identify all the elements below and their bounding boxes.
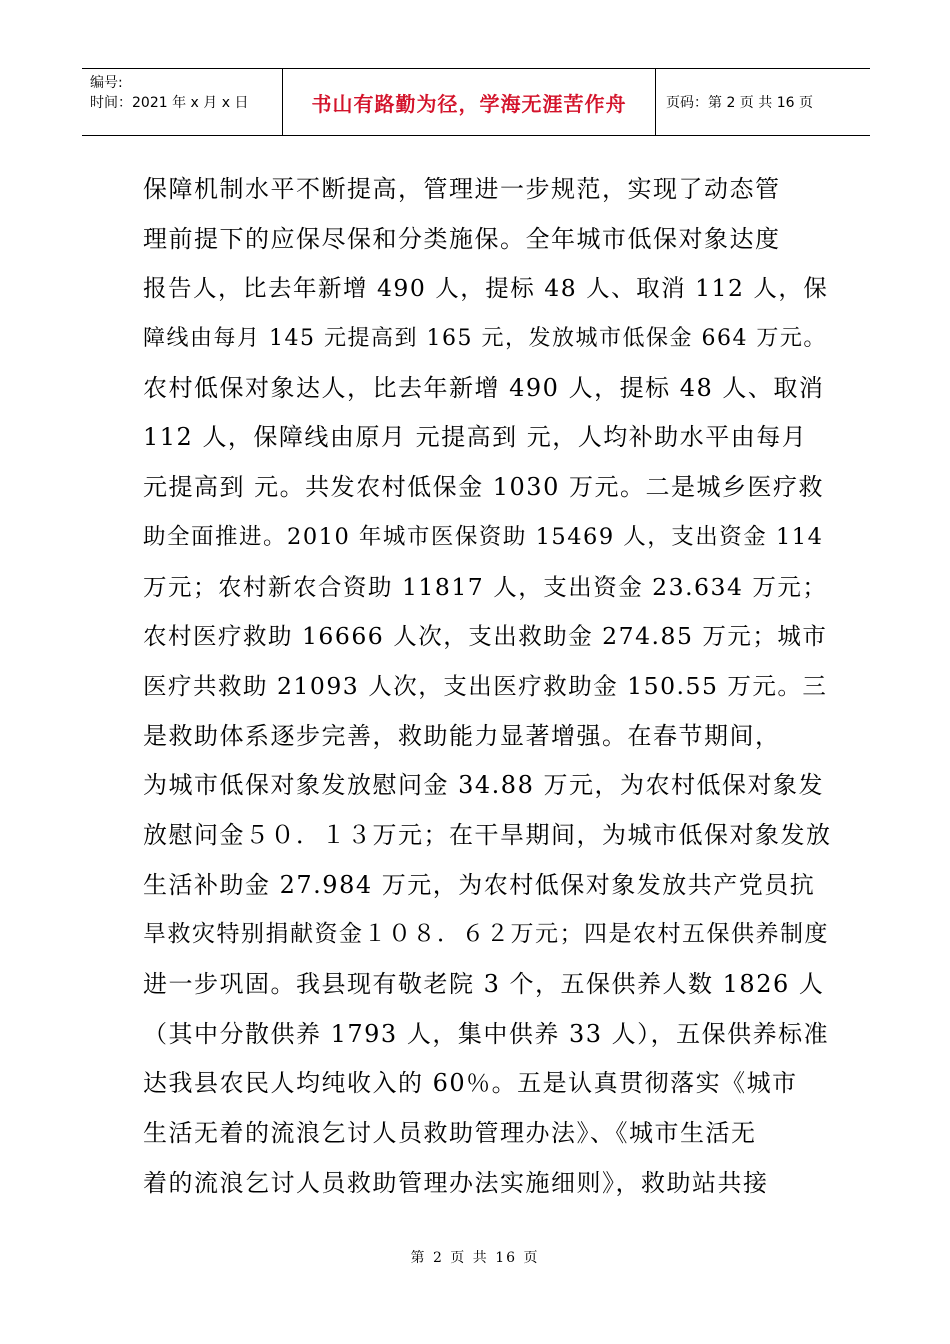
body-line: 为城市低保对象发放慰问金 34.88 万元，为农村低保对象发 — [143, 771, 824, 800]
document-number-label: 编号: — [90, 75, 123, 91]
header-motto-cell — [283, 69, 656, 135]
page-header — [82, 68, 870, 136]
body-line: 着的流浪乞讨人员救助管理办法实施细则》，救助站共接 — [143, 1168, 769, 1197]
body-line: 生活无着的流浪乞讨人员救助管理办法》、《城市生活无 — [143, 1119, 757, 1148]
body-line: 元提高到 元。共发农村低保金 1030 万元。二是城乡医疗救 — [143, 473, 824, 502]
body-line: 理前提下的应保尽保和分类施保。全年城市低保对象达度 — [143, 224, 781, 253]
body-line: 旱救灾特别捐献资金１０８．６２万元；四是农村五保供养制度 — [143, 921, 829, 948]
body-line: 万元；农村新农合资助 11817 人，支出资金 23.634 万元； — [143, 572, 828, 601]
body-line: 医疗共救助 21093 人次，支出医疗救助金 150.55 万元。三 — [143, 671, 828, 700]
body-line: 进一步巩固。我县现有敬老院 3 个，五保供养人数 1826 人 — [143, 970, 825, 998]
header-page-info: 页码：第 2 页 共 16 页 — [666, 95, 813, 111]
body-line: （其中分散供养 1793 人，集中供养 33 人），五保供养标准 — [143, 1019, 830, 1048]
page-footer: 第 2 页 共 16 页 — [410, 1250, 540, 1266]
header-meta — [82, 69, 283, 135]
body-line: 农村医疗救助 16666 人次，支出救助金 274.85 万元；城市 — [143, 622, 828, 651]
body-line: 保障机制水平不断提高，管理进一步规范，实现了动态管 — [143, 175, 781, 203]
body-line: 障线由每月 145 元提高到 165 元，发放城市低保金 664 万元。 — [143, 326, 827, 352]
header-motto: 书山有路勤为径，学海无涯苦作舟 — [311, 91, 627, 116]
body-line: 农村低保对象达人，比去年新增 490 人，提标 48 人、取消 — [143, 373, 825, 402]
body-line: 报告人，比去年新增 490 人，提标 48 人、取消 112 人，保 — [143, 274, 829, 303]
body-line: 是救助体系逐步完善，救助能力显著增强。在春节期间， — [143, 721, 781, 750]
body-line: 生活补助金 27.984 万元，为农村低保对象发放共产党员抗 — [143, 870, 816, 899]
body-line: 112 人，保障线由原月 元提高到 元，人均补助水平由每月 — [143, 423, 808, 452]
document-body — [143, 165, 832, 1208]
body-line: 达我县农民人均纯收入的 60％。五是认真贯彻落实《城市 — [143, 1069, 798, 1098]
body-line: 助全面推进。2010 年城市医保资助 15469 人，支出资金 114 — [143, 523, 824, 550]
document-date: 时间：2021 年 x 月 x 日 — [90, 95, 249, 111]
body-line: 放慰问金５０．１３万元；在干旱期间，为城市低保对象发放 — [143, 820, 832, 849]
header-page-info-cell — [656, 69, 870, 135]
